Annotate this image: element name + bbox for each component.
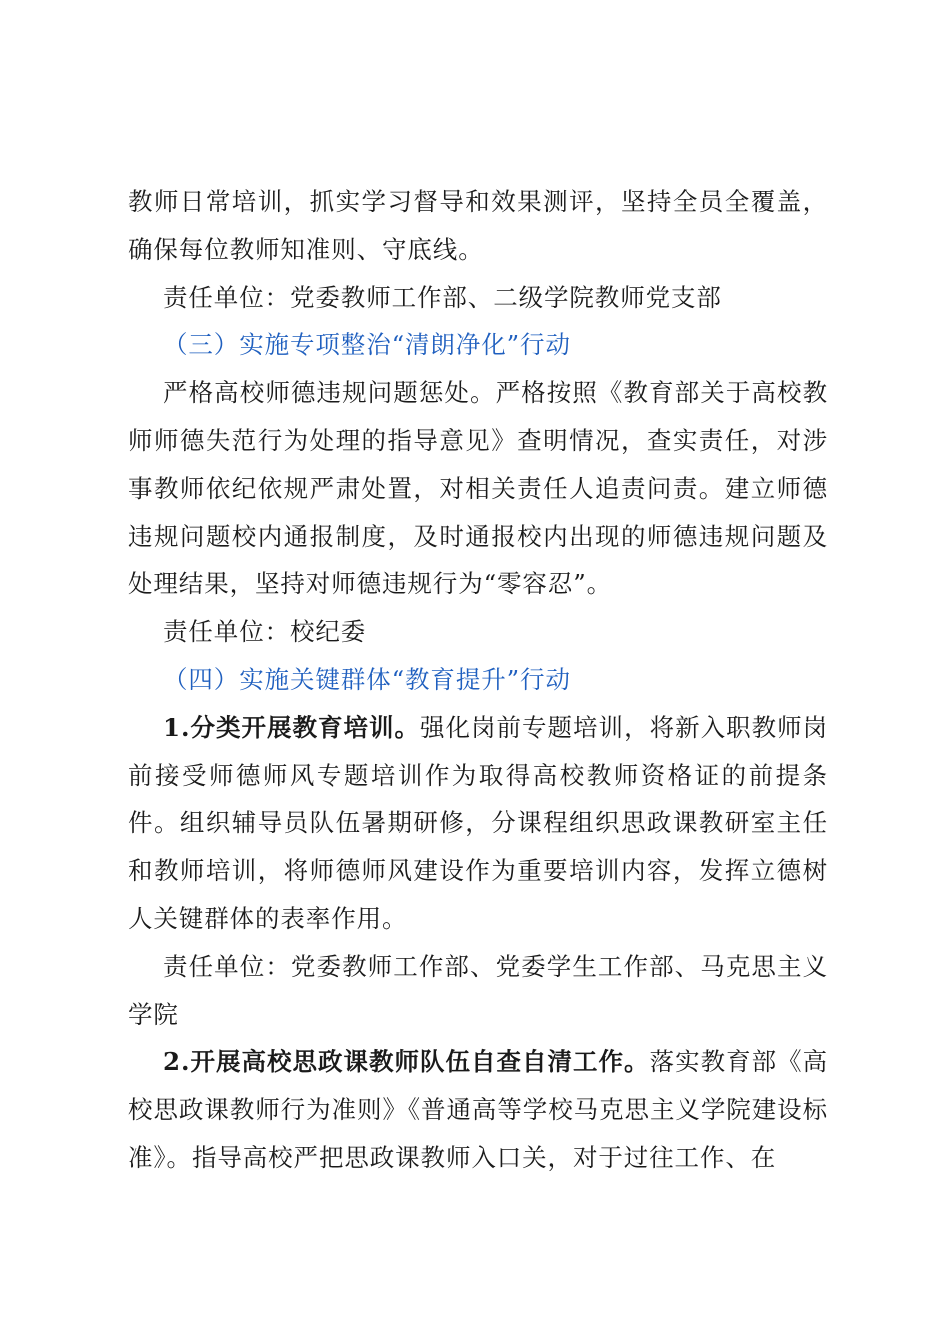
item-1-paragraph [128,704,828,943]
responsible-unit-1: 责任单位：党委教师工作部、二级学院教师党支部 [163,282,722,312]
item-2-title: 2.开展高校思政课教师队伍自查自清工作。 [163,1047,650,1077]
section-heading-3: （三）实施专项整治“清朗净化”行动 [163,330,571,360]
responsible-unit-4: 责任单位：党委教师工作部、党委学生工作部、马克思主义学院 [128,951,828,1029]
document-body [128,178,828,1182]
paragraph-violation-punishment: 严格高校师德违规问题惩处。严格按照《教育部关于高校教师师德失范行为处理的指导意见》查明情况，查实责任，对涉事教师依纪依规严肃处置，对相关责任人追责问责。建立师德违规问题校内通报制度，及时通报校内出现的师德违规问题及处理结果，坚持对师德违规行为“零容忍”。 [128,378,828,599]
paragraph-training-continued: 教师日常培训，抓实学习督导和效果测评，坚持全员全覆盖，确保每位教师知准则、守底线。 [128,187,828,264]
item-2-text: 落实教育部《高校思政课教师行为准则》《普通高等学校马克思主义学院建设标准》。指导高校严把思政课教师入口关，对于过往工作、在 [128,1047,828,1172]
responsible-unit-3: 责任单位：校纪委 [163,617,367,647]
section-heading-4: （四）实施关键群体“教育提升”行动 [163,664,571,694]
item-1-text: 强化岗前专题培训，将新入职教师岗前接受师德师风专题培训作为取得高校教师资格证的前提条件。组织辅导员队伍暑期研修，分课程组织思政课教研室主任和教师培训，将师德师风建设作为重要培训内容，发挥立德树人关键群体的表率作用。 [128,712,828,933]
item-2-paragraph [128,1038,828,1181]
item-1-title: 1.分类开展教育培训。 [163,712,421,742]
